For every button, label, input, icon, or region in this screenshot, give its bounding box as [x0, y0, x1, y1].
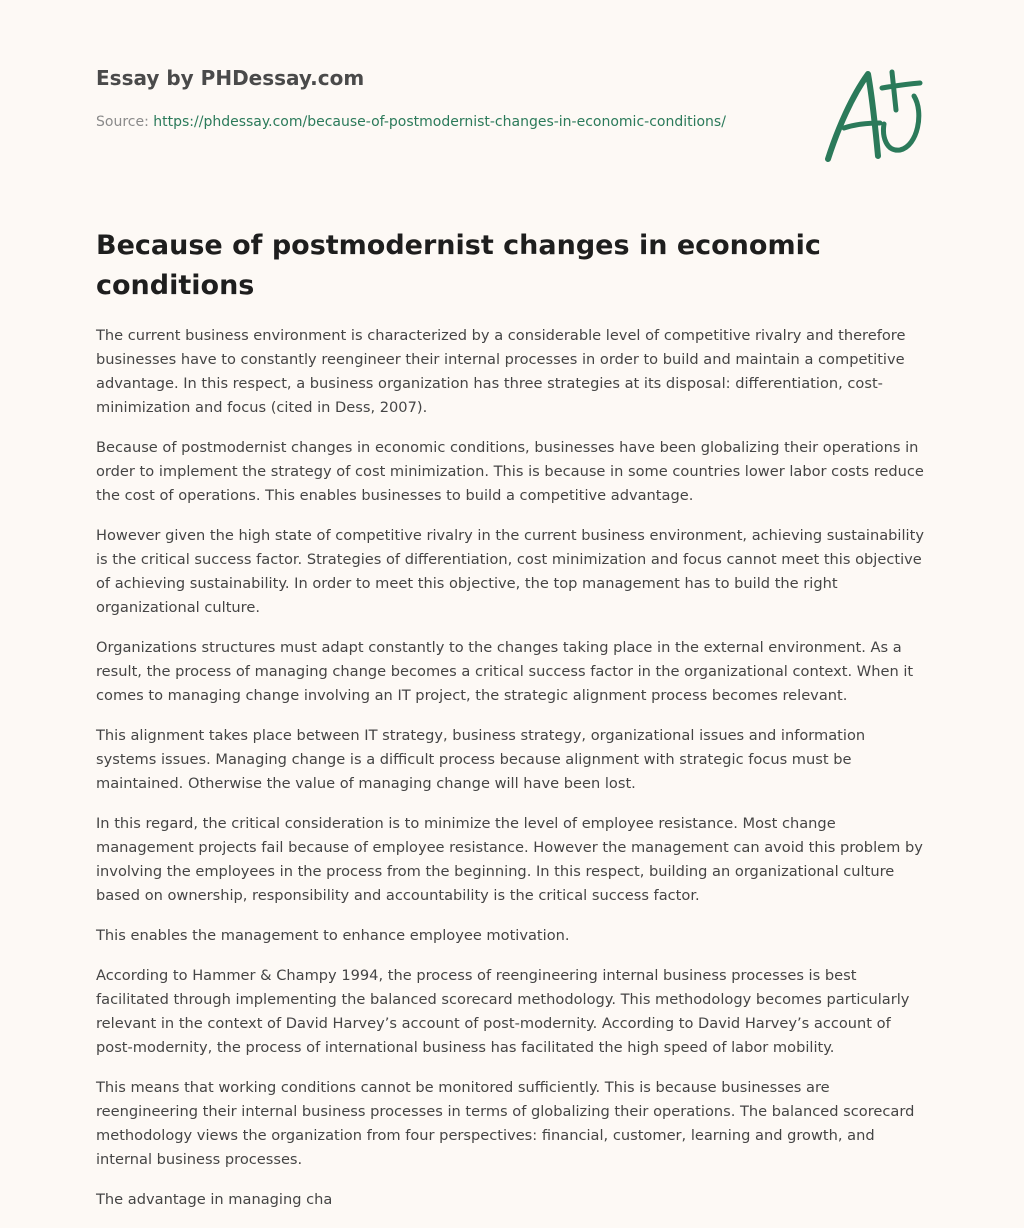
paragraph: This means that working conditions cannot be monitored sufficiently. This is because businesses are reengineering their internal business processes in terms of globalizing their operations. The balanced scorecard methodology views the organization from four perspectives: financial, customer, learning and growth, and internal business processes. — [96, 1079, 915, 1168]
paragraph: However given the high state of competitive rivalry in the current business environment, achieving sustainability is the critical success factor. Strategies of differentiation, cost minimization and focus cannot meet this objective of achieving sustainability. In order to meet this objective, the top management has to build the right organizational culture. — [96, 527, 924, 616]
header — [96, 64, 736, 134]
paragraph: This enables the management to enhance employee motivation. — [96, 927, 570, 944]
source-line — [96, 110, 736, 134]
paragraph: In this regard, the critical consideration is to minimize the level of employee resistance. Most change management projects fail because of employee resistance. However the management can avoid this problem by involving the employees in the process from the beginning. In this respect, building an organizational culture based on ownership, responsibility and accountability is the critical success factor. — [96, 815, 923, 904]
article-title: Because of postmodernist changes in economic conditions — [96, 230, 821, 301]
paragraph: According to Hammer & Champy 1994, the process of reengineering internal business processes is best facilitated through implementing the balanced scorecard methodology. This methodology becomes particularly relevant in the context of David Harvey’s account of post-modernity. According to David Harvey’s account of post-modernity, the process of international business has facilitated the high speed of labor mobility. — [96, 967, 910, 1056]
source-link[interactable]: https://phdessay.com/because-of-postmodernist-changes-in-economic-conditions/ — [153, 114, 726, 130]
paragraph: Because of postmodernist changes in economic conditions, businesses have been globalizing their operations in order to implement the strategy of cost minimization. This is because in some countries lower labor costs reduce the cost of operations. This enables businesses to build a competitive advantage. — [96, 439, 924, 504]
article-body — [96, 324, 928, 1228]
a-plus-logo-icon — [822, 66, 928, 166]
brand-name: Essay by PHDessay.com — [96, 66, 365, 90]
paragraph: Organizations structures must adapt constantly to the changes taking place in the external environment. As a result, the process of managing change becomes a critical success factor in the organizational context. When it comes to managing change involving an IT project, the strategic alignment process becomes relevant. — [96, 639, 914, 704]
paragraph: The current business environment is characterized by a considerable level of competitive rivalry and therefore businesses have to constantly reengineer their internal processes in order to build and maintain a competitive advantage. In this respect, a business organization has three strategies at its disposal: differentiation, cost-minimization and focus (cited in Dess, 2007). — [96, 327, 906, 416]
paragraph: This alignment takes place between IT strategy, business strategy, organizational issues and information systems issues. Managing change is a difficult process because alignment with strategic focus must be maintained. Otherwise the value of managing change will have been lost. — [96, 727, 866, 792]
paragraph-truncated: The advantage in managing cha — [96, 1191, 333, 1208]
source-label: Source: — [96, 114, 149, 130]
